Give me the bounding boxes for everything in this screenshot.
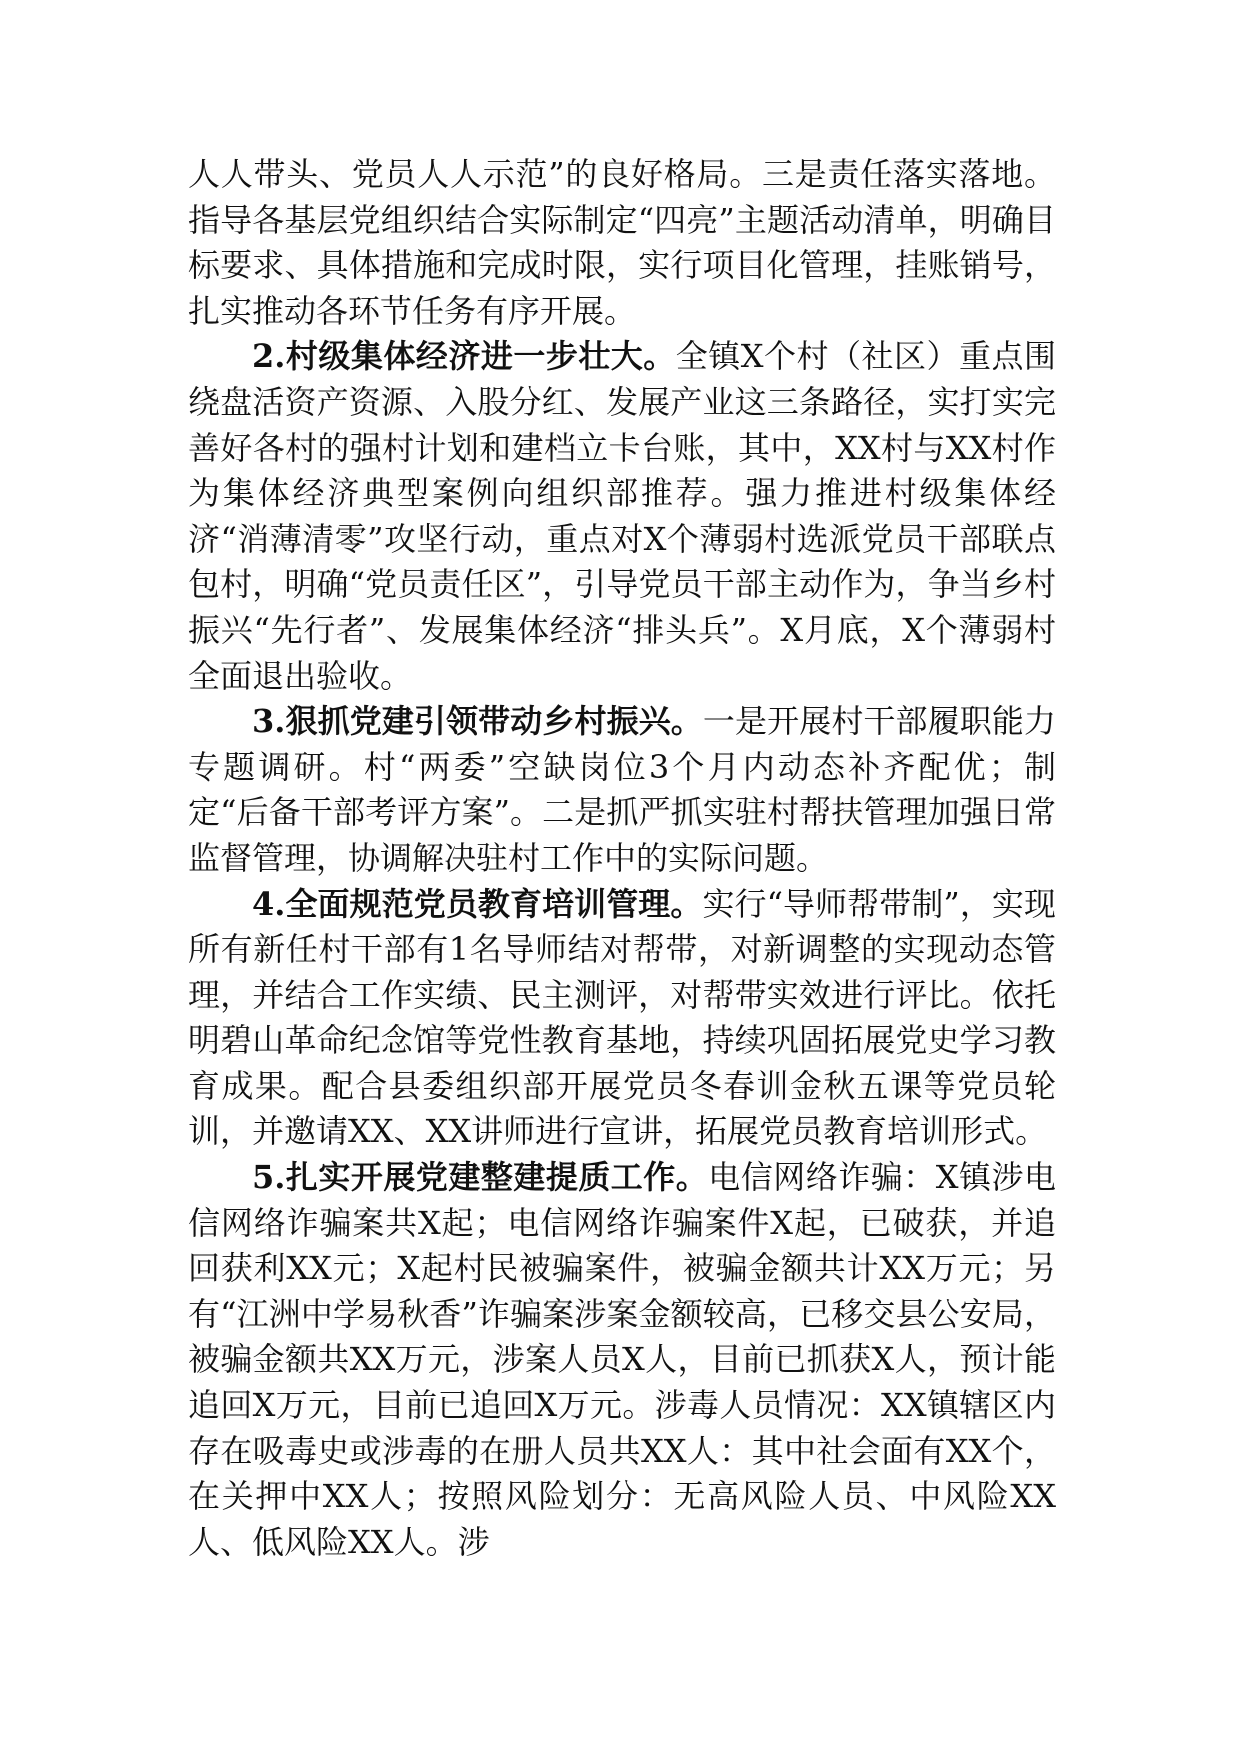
paragraph-text: 全镇X个村（社区）重点围绕盘活资产资源、入股分红、发展产业这三条路径，实打实完善好各村的强村计划和建档立卡台账，其中，XX村与XX村作为集体经济典型案例向组织部推荐。强力推进村级集体经济“消薄清零”攻坚行动，重点对X个薄弱村选派党员干部联点包村，明确“党员责任区”，引导党员干部主动作为，争当乡村振兴“先行者”、发展集体经济“排头兵”。X月底，X个薄弱村全面退出验收。 [188,337,1056,695]
paragraph-text: 实行“导师帮带制”，实现所有新任村干部有1名导师结对帮带，对新调整的实现动态管理，并结合工作实绩、民主测评，对帮带实效进行评比。依托明碧山革命纪念馆等党性教育基地，持续巩固拓展党史学习教育成果。配合县委组织部开展党员冬春训金秋五课等党员轮训，并邀请XX、XX讲师进行宣讲，拓展党员教育培训形式。 [188,884,1056,1151]
paragraph-rural-revitalization [188,699,1056,881]
section-heading: 3.狠抓党建引领带动乡村振兴。 [252,702,703,741]
paragraph-text: 一是开展村干部履职能力专题调研。村“两委”空缺岗位3个月内动态补齐配优；制定“后备干部考评方案”。二是抓严抓实驻村帮扶管理加强日常监督管理，协调解决驻村工作中的实际问题。 [188,702,1056,877]
paragraph-collective-economy [188,334,1056,699]
paragraph-member-training [188,882,1056,1156]
paragraph-text: 人人带头、党员人人示范”的良好格局。三是责任落实落地。指导各基层党组织结合实际制定“四亮”主题活动清单，明确目标要求、具体措施和完成时限，实行项目化管理，挂账销号，扎实推动各环节任务有序开展。 [188,155,1056,330]
document-page [188,152,1056,1565]
paragraph-party-rectification [188,1155,1056,1565]
paragraph-text: 电信网络诈骗：X镇涉电信网络诈骗案共X起；电信网络诈骗案件X起，已破获，并追回获利XX元；X起村民被骗案件，被骗金额共计XX万元；另有“江洲中学易秋香”诈骗案涉案金额较高，已移交县公安局，被骗金额共XX万元，涉案人员X人，目前已抓获X人，预计能追回X万元，目前已追回X万元。涉毒人员情况：XX镇辖区内存在吸毒史或涉毒的在册人员共XX人：其中社会面有XX个，在关押中XX人；按照风险划分：无高风险人员、中风险XX人、低风险XX人。涉 [188,1158,1056,1561]
section-heading: 5.扎实开展党建整建提质工作。 [252,1158,709,1197]
section-heading: 4.全面规范党员教育培训管理。 [252,884,703,923]
paragraph-continuation [188,152,1056,334]
section-heading: 2.村级集体经济进一步壮大。 [252,337,676,376]
